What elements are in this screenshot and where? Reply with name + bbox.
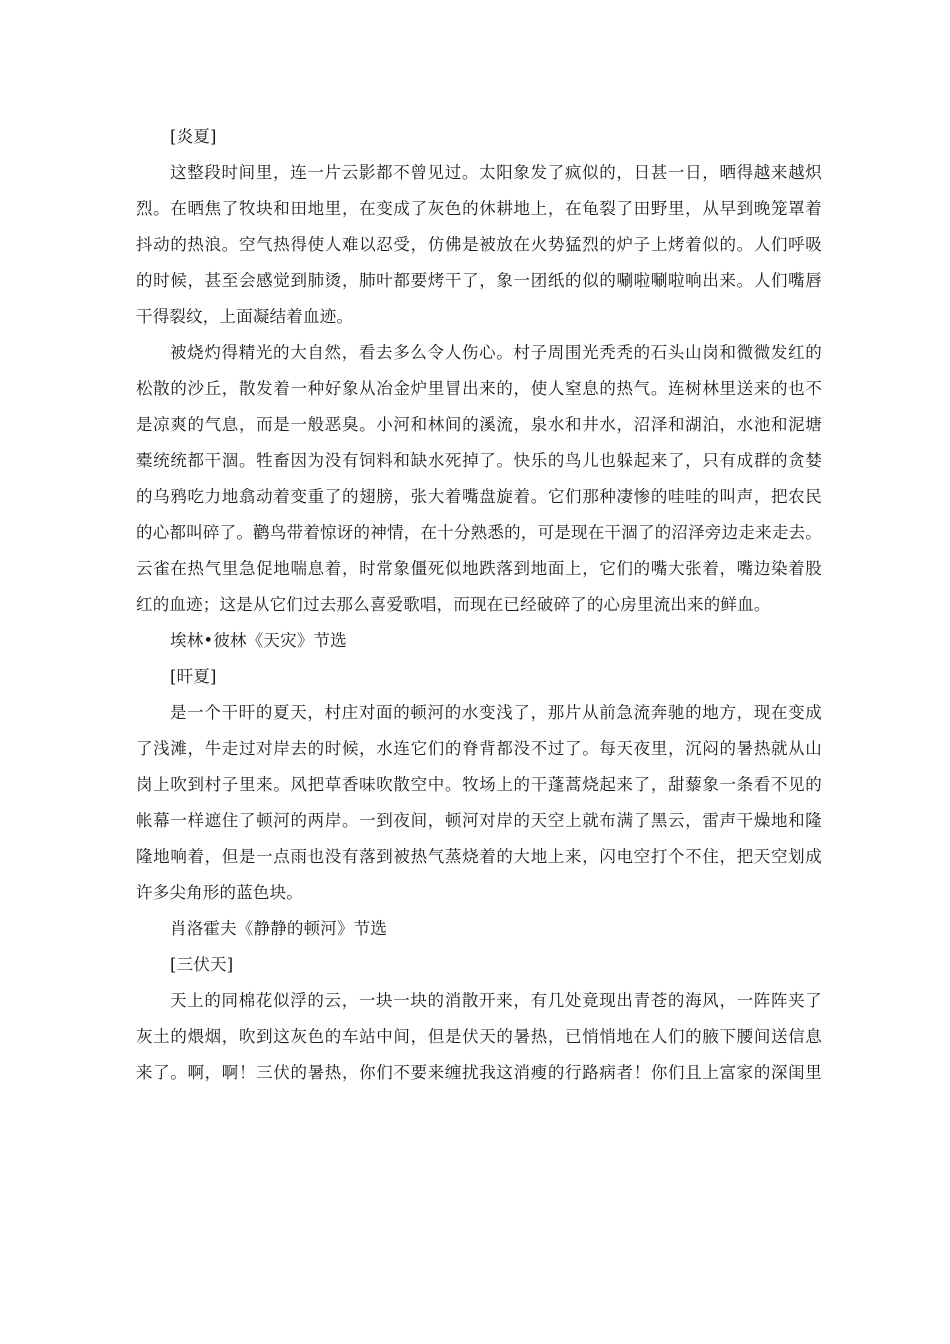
paragraph bbox=[136, 947, 822, 983]
text-line: 云雀在热气里急促地喘息着，时常象僵死似地跌落到地面上，它们的嘴大张着，嘴边染着股 bbox=[136, 559, 822, 578]
text-line: [三伏天] bbox=[170, 955, 234, 974]
text-line: 松散的沙丘，散发着一种好象从冶金炉里冒出来的，使人窒息的热气。连树林里送来的也不 bbox=[136, 379, 822, 398]
text-line: 隆地响着，但是一点雨也没有落到被热气蒸烧着的大地上来，闪电空打个不住，把天空划成 bbox=[136, 847, 822, 866]
text-line: 灰土的煨烟，吹到这灰色的车站中间，但是伏天的暑热，已悄悄地在人们的腋下腰间送信息 bbox=[136, 1027, 822, 1046]
text-line: 天上的同棉花似浮的云，一块一块的消散开来，有几处竟现出青苍的海风，一阵阵夹了 bbox=[170, 991, 822, 1010]
text-line: 红的血迹；这是从它们过去那么喜爱歌唱，而现在已经破碎了的心房里流出来的鲜血。 bbox=[136, 595, 771, 614]
text-line: 埃林•彼林《天灾》节选 bbox=[170, 631, 347, 650]
paragraph bbox=[136, 155, 822, 335]
text-line: 橐统统都干涸。牲畜因为没有饲料和缺水死掉了。快乐的鸟儿也躲起来了，只有成群的贪婪 bbox=[136, 451, 822, 470]
text-line: 干得裂纹，上面凝结着血迹。 bbox=[136, 307, 354, 326]
text-line: 的心都叫碎了。鹳鸟带着惊讶的神情，在十分熟悉的，可是现在干涸了的沼泽旁边走来走去。 bbox=[136, 523, 822, 542]
text-line: 了浅滩，牛走过对岸去的时候，水连它们的脊背都没不过了。每天夜里，沉闷的暑热就从山 bbox=[136, 739, 822, 758]
text-line: 是一个干旰的夏天，村庄对面的顿河的水变浅了，那片从前急流奔驰的地方，现在变成 bbox=[170, 703, 822, 722]
paragraph bbox=[136, 695, 822, 911]
text-line: 这整段时间里，连一片云影都不曾见过。太阳象发了疯似的，日甚一日，晒得越来越炽 bbox=[170, 163, 822, 182]
paragraph bbox=[136, 911, 822, 947]
paragraph bbox=[136, 983, 822, 1091]
text-line: 是凉爽的气息，而是一般恶臭。小河和林间的溪流，泉水和井水，沼泽和湖泊，水池和泥塘 bbox=[136, 415, 822, 434]
text-line: 来了。啊，啊！三伏的暑热，你们不要来缠扰我这消瘦的行路病者！你们且上富家的深闺里 bbox=[136, 1063, 822, 1082]
text-line: [炎夏] bbox=[170, 127, 217, 146]
text-line: 许多尖角形的蓝色块。 bbox=[136, 883, 303, 902]
text-line: 岗上吹到村子里来。风把草香味吹散空中。牧场上的干蓬蒿烧起来了，甜藜象一条看不见的 bbox=[136, 775, 822, 794]
document-page bbox=[136, 119, 822, 1091]
paragraph bbox=[136, 659, 822, 695]
text-line: 肖洛霍夫《静静的顿河》节选 bbox=[170, 919, 388, 938]
text-line: 帐幕一样遮住了顿河的两岸。一到夜间，顿河对岸的天空上就布满了黑云，雷声干燥地和隆 bbox=[136, 811, 822, 830]
text-line: 的时候，甚至会感觉到肺烫，肺叶都要烤干了，象一团纸的似的唰啦唰啦响出来。人们嘴唇 bbox=[136, 271, 822, 290]
text-line: 被烧灼得精光的大自然，看去多么令人伤心。村子周围光秃秃的石头山岗和微微发红的 bbox=[170, 343, 822, 362]
paragraph bbox=[136, 119, 822, 155]
text-line: 的乌鸦吃力地翕动着变重了的翅膀，张大着嘴盘旋着。它们那种凄惨的哇哇的叫声，把农民 bbox=[136, 487, 822, 506]
paragraph bbox=[136, 623, 822, 659]
text-line: 烈。在晒焦了牧块和田地里，在变成了灰色的休耕地上，在龟裂了田野里，从早到晚笼罩着 bbox=[136, 199, 822, 218]
paragraph bbox=[136, 335, 822, 623]
text-line: [旰夏] bbox=[170, 667, 217, 686]
text-line: 抖动的热浪。空气热得使人难以忍受，仿佛是被放在火势猛烈的炉子上烤着似的。人们呼吸 bbox=[136, 235, 822, 254]
